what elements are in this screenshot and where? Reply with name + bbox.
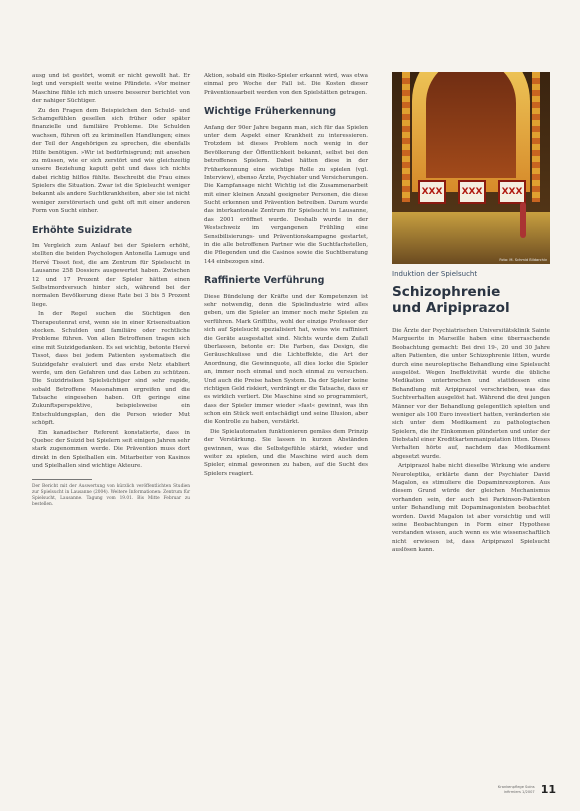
paragraph: Aktion, sobald ein Risiko-Spieler erkannt wird, was etwa einmal pro Woche der Fall ist. Die Kosten dieser Präventionsarbeit werden von den Spielstätten getragen. bbox=[204, 73, 368, 96]
publication-source bbox=[498, 785, 535, 794]
photo-credit: Foto: M. Schmid Bildarchiv bbox=[499, 258, 547, 262]
slot-reel: XXX bbox=[418, 180, 446, 204]
paragraph: Die Ärzte der Psychiatrischen Universitätsklinik Sainte Marguerite in Marseille haben eine überraschende Beobachtung gemacht: Bei drei 19-, 20 und 30 Jahre alten Patienten, die unter Schizophrenie litten, wurde durch eine neuroleptische Behandlung eine Spielsucht ausgelöst. Wegen Ineffektivität wurde die übliche Medikation unterbrochen und stattdessen eine Behandlung mit Aripiprazol verschrieben, was das Suchtverhalten ausgelöst hat. Während die drei jungen Männer vor der Behandlung gelegentlich spielten und weniger als 100 Euro investiert hatten, veränderten sie sich unter dem Medikament zu pathologischen Spielern, die ihr Einkommen plünderten und unter der Diebstahl einer Kreditkartenmanipulation litten. Dieses Verhalten hörte auf, nachdem das Medikament abgesetzt wurde. bbox=[392, 328, 550, 460]
article-title bbox=[392, 285, 554, 317]
article-kicker: Induktion der Spielsucht bbox=[392, 270, 478, 278]
title-line: Schizophrenie bbox=[392, 284, 501, 300]
paragraph: In der Regel suchen die Süchtigen den Therapeutenrat erst, wenn sie in einer Krisensituation stecken. Schulden und familiäre oder rechtliche Probleme führen. Von allen Betroffenen tragen sich eine mit Suizidgedanken. Es sei wichtig, betonte Hervé Tissot, dass bei jedem Patienten systematisch die Suizidgefahr evaluiert und das erste Netz etabliert werde, um den Gefahren und das Leben zu schützen. Die Suizidrisiken Spielsüchtiger sind sehr rapide, sobald Betroffene Massnahmen ergreifen und die Tatsache eingesehen haben. Oft geringe eine Zukunftsperspektive, beispielsweise ein Entschuldungsplan, den die Person wieder Mut schöpft. bbox=[32, 311, 190, 427]
source-line: Krankenpflege Soins bbox=[497, 784, 535, 789]
paragraph: Anfang der 90er Jahre begann man, sich für das Spielen unter dem Aspekt einer Krankheit zu interessieren. Trotzdem ist dieses Problem noch wenig in der Bevölkerung der Öffentlichkeit bekannt, selbst bei den betroffenen Spielern. Dabei hätten diese in der Früherkennung eine wichtige Rolle zu spielen (vgl. Interview), ebenso Ärzte, Psychiater und Versicherungen. Die Kampfansage nicht Wichtig ist die Zusammenarbeit mit einer kleinen Anzahl geeigneter Personen, die diese Sucht erkennen und Prävention betreiben. Darum wurde das interkantonale Zentrum für Spielsucht in Lausanne, das 2001 eröffnet wurde. Deshalb wurde in der Westschweiz im vergangenen Frühling eine Sensibilisierungs- und Präventionskampagne gestartet, in die alle betroffenen Partner wie die Suchtfachstellen, die Pflegenden und die Casinos sowie die Suchtberatung 144 einbezogen sind. bbox=[204, 124, 368, 265]
slot-lever bbox=[520, 202, 526, 238]
column-right bbox=[392, 327, 550, 556]
slot-reel: XXX bbox=[458, 180, 486, 204]
paragraph: Zu den Fragen dem Beispielchen den Schuld- und Schamgefühlen gesellen sich früher oder später finanzielle und familiäre Probleme. Die Schulden wachsen, führen oft zu kriminellen Handlungen; eines der Teil der Angehörigen zu sprechen, die ebenfalls Hilfe benötigen. »Wir ist bedürfnisgrund; mit ansehen zu müssen, wie er sich zerstört und wie gleichzeitig unsere Beziehung kaputt geht und dass ich nichts dabei richtig hilflos fühlte. Beschreibt die Frau eines Spielers die Situation. Zwar ist die Spielsucht weniger bekannt als andere Suchtkrankheiten, aber sie ist nicht weniger zerstörerisch und geht oft mit einer anderen Form von Sucht einher. bbox=[32, 107, 190, 215]
footnote: Der Bericht mit der Auswertung von kürzlich veröffentlichten Studien zur Spielsucht in Lausanne (2004). Weitere Informationen: Zentrum für Spielsucht, Lausanne. Tagung vom 19.01. Bis Mitte Februar zu bestellen. bbox=[32, 483, 190, 508]
paragraph: Aripiprazol habe nicht dieselbe Wirkung wie andere Neuroleptika, erklärte dann der Psychiater David Magalon, es stimuliere die Dopaminrezeptoren. Aus diesem Grund würde der gleichen Mechanismus vorhanden sein, der auch bei Parkinson-Patienten unter Behandlung mit Dopaminagonisten beobachtet worden. David Magalon ist aber vorsichtig und will seine Beobachtungen in Form einer Hypothese verstanden wissen, auch wenn es wie wissenschaftlich nicht erwiesen ist, dass Aripiprazol Spielsucht auslösen kann. bbox=[392, 463, 550, 554]
photo-machine-base bbox=[392, 212, 550, 264]
column-middle bbox=[204, 72, 368, 479]
page-footer bbox=[498, 783, 556, 796]
photo-light-stripe bbox=[402, 72, 410, 202]
heading-suizidrate: Erhöhte Suizidrate bbox=[32, 224, 133, 236]
paragraph: ausg und ist gestört, womit er nicht gewollt hat. Er legt und verspielt weite weine Pfündete. »Vor meiner Maschine fühle ich mich unsere besserer berichtet von der nahiger Süchtiger. bbox=[32, 73, 190, 105]
page-number: 11 bbox=[540, 783, 556, 796]
column-left bbox=[32, 72, 190, 509]
paragraph: Im Vergleich zum Anlauf bei der Spielern erhöht, stellten die beiden Psychologen Antonella Lamuge und Hervé Tissot fest, die am Zentrum für Spielsucht in Lausanne 258 Dossiers ausgewertet haben. Zwischen 12 und 17 Prozent der Spieler hätten einen Selbstmordversuch hinter sich, während bei der normalen Bevölkerung diese Rate bei 3 bis 5 Prozent liege. bbox=[32, 243, 190, 308]
source-line: infirmiers 1/2007 bbox=[503, 789, 535, 794]
paragraph: Diese Bündelung der Kräfte und der Kompetenzen ist sehr notwendig, denn die Spielindustrie wird alles geben, um die Spieler an immer noch mehr Spielen zu verführen. Mark Griffiths, wohl der einzige Professor der sich auf Spielsucht spezialisiert hat, weiss wie raffiniert die Geräte ausgestaltet sind. Nichts wurde dem Zufall überlassen, betonte er: Die Farben, das Design, die Geräuschkulisse und die Lichteffekte, die Art der Anordnung, die Gewinnquote, all dies locke die Spieler an, immer noch einmal und noch einmal zu versuchen. Und auch die Preise haben System. Da der Spieler keine richtigen Geld riskiert, verdrängt er die Tatsache, dass er es wirklich verliert. Die Maschine sind so programmiert, dass der Spieler immer wieder »fast« gewinnt, was ihn schon ein Stück weit entschädigt und seine Illusion, aber die Kontrolle zu haben, verstärkt. bbox=[204, 293, 369, 426]
title-line: und Aripiprazol bbox=[392, 299, 510, 316]
photo-light-stripe bbox=[532, 72, 540, 202]
slot-reel: XXX bbox=[498, 180, 526, 204]
footnote-divider bbox=[32, 479, 92, 480]
paragraph: Ein kanadischer Referent konstatierte, dass in Quebec der Suizid bei Spielern seit einigen Jahren sehr stark zugenommen werde. Die Prävention muss dort direkt in den Spielhallen ein. Mitarbeiter von Kasinos und Spielhallen sind wichtige Akteure. bbox=[32, 429, 190, 470]
photo-arch-inner bbox=[426, 72, 516, 178]
heading-verfuehrung: Raffinierte Verführung bbox=[204, 275, 325, 287]
heading-frueherkennung: Wichtige Früherkennung bbox=[204, 106, 337, 118]
slot-machine-photo bbox=[392, 72, 550, 264]
paragraph: Die Spielautomaten funktionieren gemäss dem Prinzip der Verstärkung. Sie lassen in kurzen Abständen gewinnen, was die Selbstgefühle stärkt, wieder und weiter zu spielen, und die Maschine wird auch dem Spieler, einmal gewonnen zu haben, auf die Sucht des Spielers reagiert. bbox=[204, 428, 368, 477]
